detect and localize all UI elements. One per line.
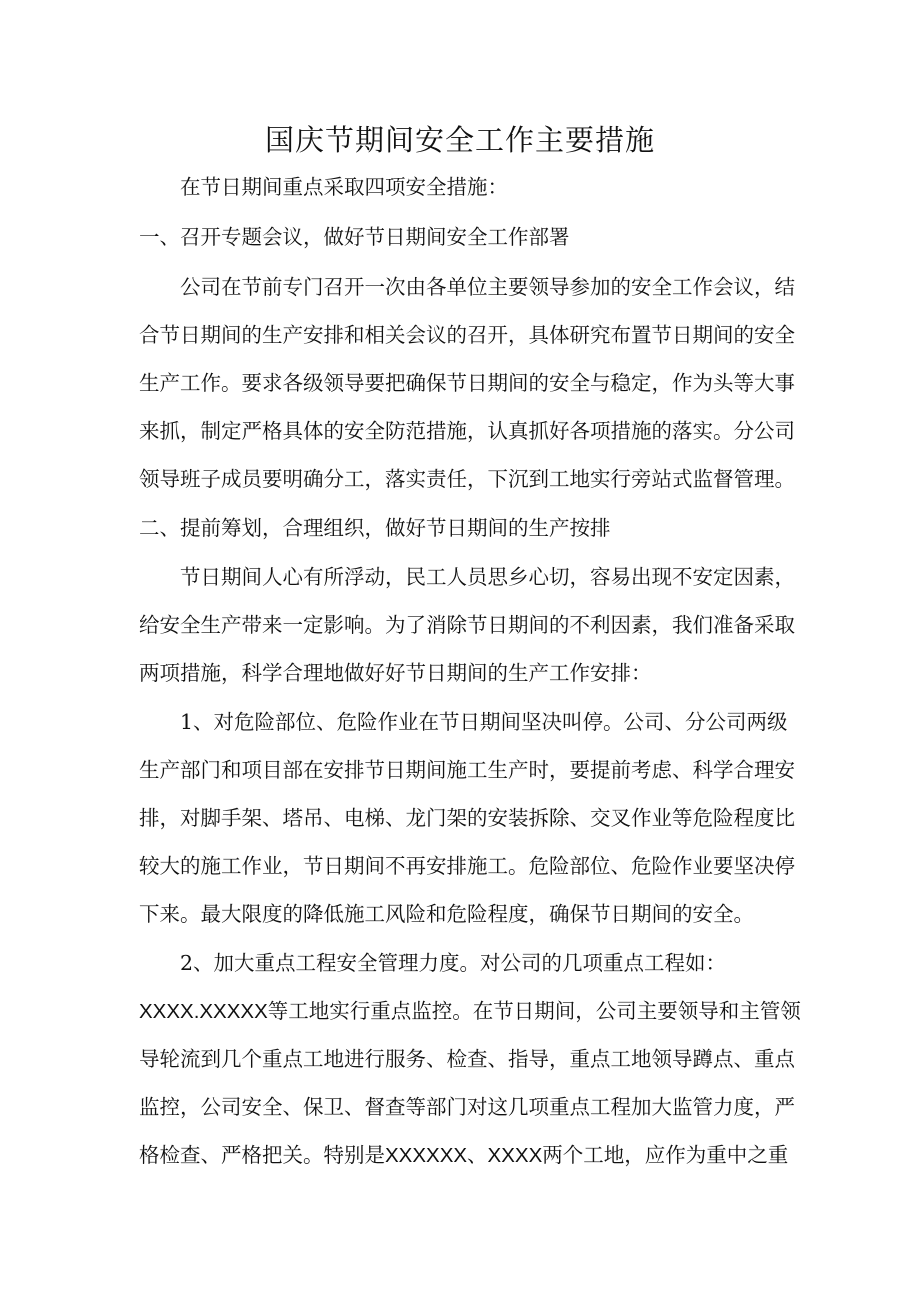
project-code: XXXXXX xyxy=(385,1144,468,1167)
line-text: 、 xyxy=(467,1143,488,1167)
paragraph-line: 领导班子成员要明确分工，落实责任，下沉到工地实行旁站式监督管理。 xyxy=(139,467,795,491)
paragraph-line: 合节日期间的生产安排和相关会议的召开，具体研究布置节日期间的安全 xyxy=(139,323,795,347)
paragraph-line: 两项措施，科学合理地做好好节日期间的生产工作安排： xyxy=(139,661,652,685)
paragraph-line: 节日期间人心有所浮动，民工人员思乡心切，容易出现不安定因素， xyxy=(180,565,795,589)
line-text: 格检查、严格把关。特别是 xyxy=(139,1143,385,1167)
list-item-line: 导轮流到几个重点工地进行服务、检查、指导，重点工地领导蹲点、重点 xyxy=(139,1047,795,1071)
document-title: 国庆节期间安全工作主要措施 xyxy=(264,123,655,157)
project-code: XXXX xyxy=(487,1144,543,1167)
list-item-line: 较大的施工作业，节日期间不再安排施工。危险部位、危险作业要坚决停 xyxy=(139,854,795,878)
paragraph-line: 生产工作。要求各级领导要把确保节日期间的安全与稳定，作为头等大事 xyxy=(139,371,795,395)
list-item-line: 2、加大重点工程安全管理力度。对公司的几项重点工程如： xyxy=(180,951,727,975)
paragraph-line: 公司在节前专门召开一次由各单位主要领导参加的安全工作会议，结 xyxy=(180,275,795,299)
list-item-line: 监控，公司安全、保卫、督查等部门对这几项重点工程加大监管力度，严 xyxy=(139,1095,795,1119)
list-item-line: 1、对危险部位、危险作业在节日期间坚决叫停。公司、分公司两级 xyxy=(180,710,788,734)
list-item-line: 生产部门和项目部在安排节日期间施工生产时，要提前考虑、科学合理安 xyxy=(139,758,795,782)
list-item-line xyxy=(139,994,801,1029)
intro-text: 在节日期间重点采取四项安全措施： xyxy=(180,175,508,199)
list-item-line xyxy=(139,1138,789,1173)
list-item-line: 排，对脚手架、塔吊、电梯、龙门架的安装拆除、交叉作业等危险程度比 xyxy=(139,806,795,830)
section2-heading: 二、提前筹划，合理组织，做好节日期间的生产按排 xyxy=(139,516,611,540)
paragraph-line: 给安全生产带来一定影响。为了消除节日期间的不利因素，我们准备采取 xyxy=(139,613,795,637)
line-text: 等工地实行重点监控。在节日期间，公司主要领导和主管领 xyxy=(267,999,801,1023)
paragraph-line: 来抓，制定严格具体的安全防范措施，认真抓好各项措施的落实。分公司 xyxy=(139,419,795,443)
project-code: XXXX.XXXXX xyxy=(139,1000,268,1023)
list-item-line: 下来。最大限度的降低施工风险和危险程度，确保节日期间的安全。 xyxy=(139,902,754,926)
section1-heading: 一、召开专题会议，做好节日期间安全工作部署 xyxy=(139,225,570,249)
line-text: 两个工地，应作为重中之重 xyxy=(542,1143,789,1167)
